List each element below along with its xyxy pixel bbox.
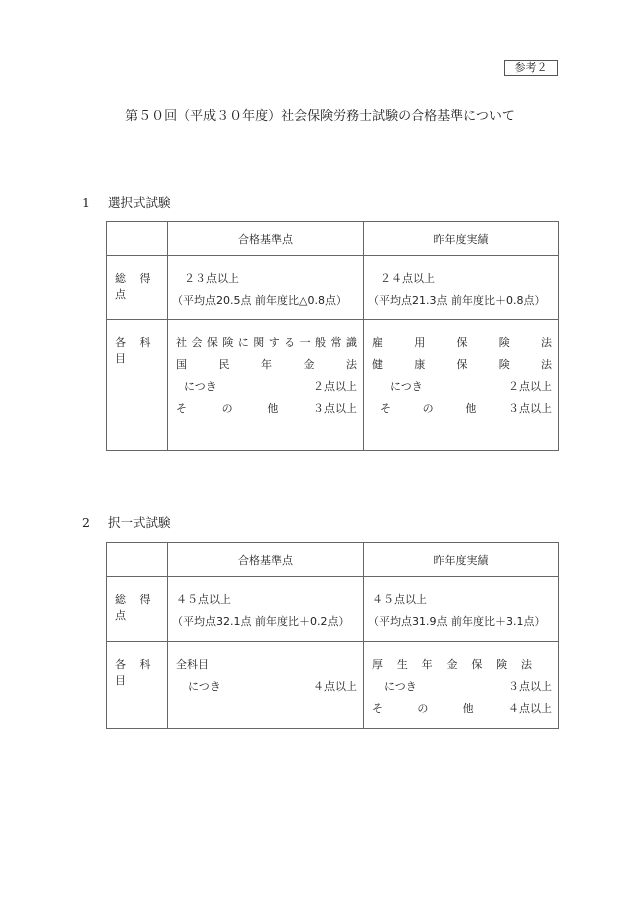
corner-cell [107, 543, 168, 577]
subjects-current-cell [168, 320, 364, 451]
other-subjects-line: そ の 他 ４点以上 [372, 702, 552, 715]
total-score: ４５点以上 [372, 593, 427, 606]
total-note: （平均点20.5点 前年度比△0.8点） [172, 294, 347, 307]
header-pass-criteria: 合格基準点 [168, 222, 364, 256]
section-label: 択一式試験 [107, 515, 171, 530]
subject-line: 厚 生 年 金 保 険 法 [372, 658, 532, 671]
section-label: 選択式試験 [107, 195, 171, 210]
per-subject-line: につき ２点以上 [390, 380, 552, 393]
total-note: （平均点31.9点 前年度比＋3.1点） [368, 615, 546, 628]
total-note: （平均点32.1点 前年度比＋0.2点） [172, 615, 350, 628]
subjects-current-cell [168, 642, 364, 729]
other-subjects-line: そ の 他 ３点以上 [176, 402, 358, 415]
row-label-total: 総 得 点 [107, 577, 168, 642]
document-title: 第５０回（平成３０年度）社会保険労務士試験の合格基準について [125, 109, 515, 124]
header-pass-criteria: 合格基準点 [168, 543, 364, 577]
subjects-previous-cell [364, 320, 559, 451]
corner-cell [107, 222, 168, 256]
row-label-subjects: 各 科 目 [107, 642, 168, 729]
total-score: ２４点以上 [380, 272, 435, 285]
total-current-cell [168, 256, 364, 320]
row-label-subjects: 各 科 目 [107, 320, 168, 451]
total-current-cell [168, 577, 364, 642]
other-subjects-line: そ の 他 ３点以上 [380, 402, 553, 415]
subject-line: 健 康 保 険 法 [372, 358, 552, 371]
subject-line: 社 会 保 険 に 関 す る 一 般 常 識 [176, 336, 357, 349]
multiple-choice-exam-table [106, 542, 559, 729]
section-number: 1 [82, 195, 90, 210]
total-note: （平均点21.3点 前年度比＋0.8点） [368, 294, 546, 307]
header-previous-year: 昨年度実績 [364, 222, 559, 256]
reference-badge: 参考２ [504, 60, 558, 76]
per-subject-line: につき ２点以上 [184, 380, 357, 393]
total-score: ２３点以上 [184, 272, 239, 285]
section-number: 2 [82, 515, 90, 530]
subjects-previous-cell [364, 642, 559, 729]
per-subject-line: につき ４点以上 [188, 680, 357, 693]
subject-line: 雇 用 保 険 法 [372, 336, 552, 349]
total-previous-cell [364, 256, 559, 320]
all-subjects-line: 全科目 [176, 658, 209, 671]
total-score: ４５点以上 [176, 593, 231, 606]
subject-line: 国 民 年 金 法 [176, 358, 357, 371]
per-subject-line: につき ３点以上 [384, 680, 552, 693]
row-label-total: 総 得 点 [107, 256, 168, 320]
selection-exam-table [106, 221, 559, 451]
total-previous-cell [364, 577, 559, 642]
section-2-heading [82, 513, 171, 531]
section-1-heading [82, 193, 171, 211]
header-previous-year: 昨年度実績 [364, 543, 559, 577]
